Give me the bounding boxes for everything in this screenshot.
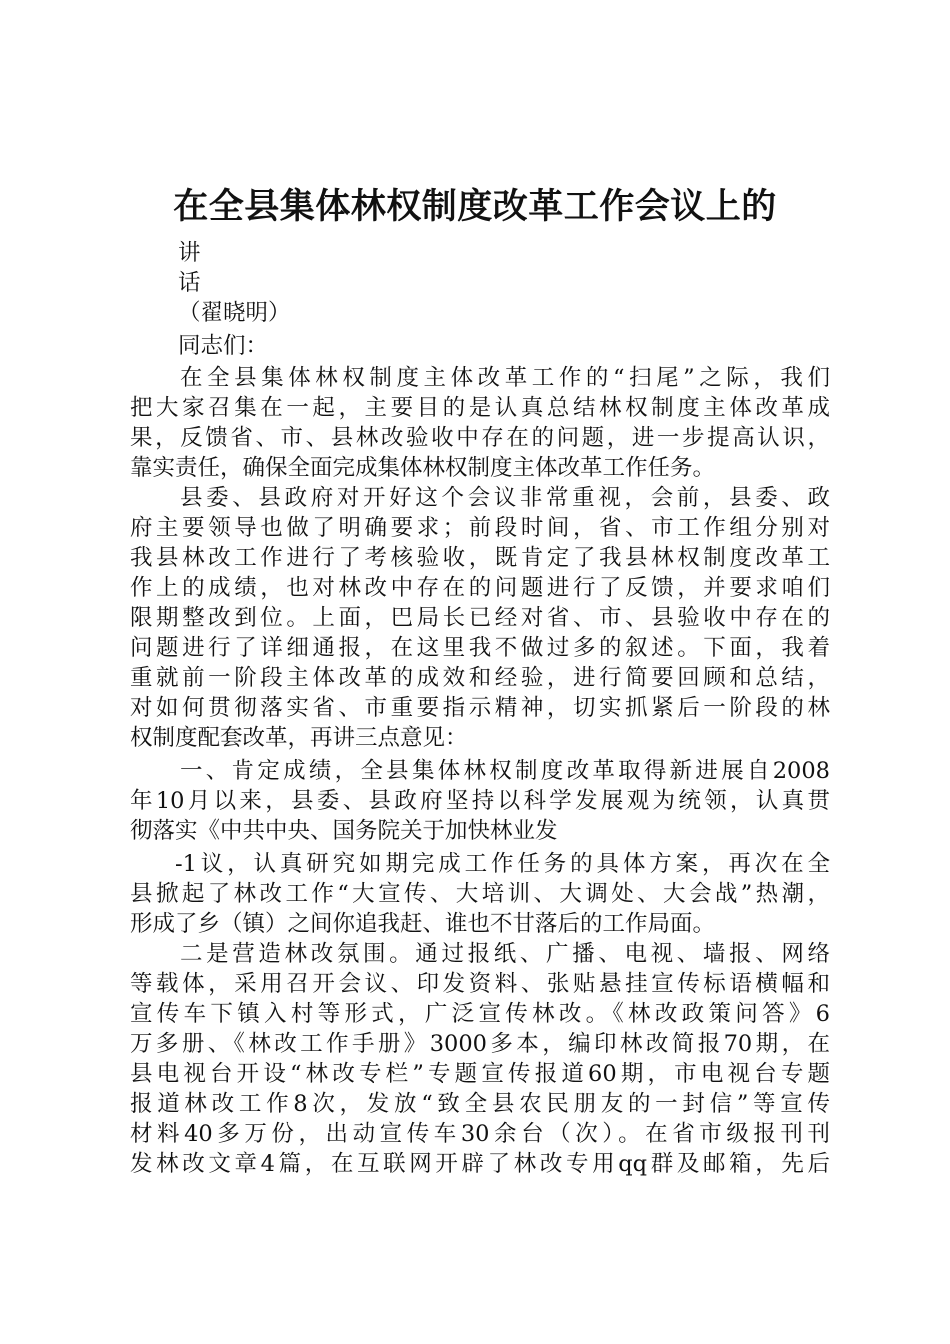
paragraph-line: 宣传车下镇入村等形式，广泛宣传林改。《林改政策问答》6 <box>130 1001 830 1027</box>
heading-line: 话 <box>178 270 201 296</box>
paragraph-line: 发林改文章4篇，在互联网开辟了林改专用qq群及邮箱，先后 <box>130 1151 830 1177</box>
paragraph-line: 重就前一阶段主体改革的成效和经验，进行简要回顾和总结， <box>130 665 830 691</box>
paragraph-line: 我县林改工作进行了考核验收，既肯定了我县林权制度改革工 <box>130 545 830 571</box>
paragraph-line: 彻落实《中共中央、国务院关于加快林业发 <box>130 818 558 844</box>
paragraph-line: 等载体，采用召开会议、印发资料、张贴悬挂宣传标语横幅和 <box>130 971 830 997</box>
paragraph-line: 万多册、《林改工作手册》3000多本，编印林改简报70期，在 <box>130 1031 830 1057</box>
paragraph-line: 二是营造林改氛围。通过报纸、广播、电视、墙报、网络 <box>180 941 830 967</box>
paragraph-line: 材料40多万份，出动宣传车30余台（次）。在省市级报刊刊 <box>130 1121 830 1147</box>
paragraph-line: 靠实责任，确保全面完成集体林权制度主体改革工作任务。 <box>130 455 716 481</box>
document-title: 在全县集体林权制度改革工作会议上的 <box>173 187 777 227</box>
paragraph-line: 县掀起了林改工作“大宣传、大培训、大调处、大会战”热潮， <box>130 881 830 907</box>
paragraph-line: 对如何贯彻落实省、市重要指示精神，切实抓紧后一阶段的林 <box>130 695 830 721</box>
paragraph-line: 把大家召集在一起，主要目的是认真总结林权制度主体改革成 <box>130 395 830 421</box>
paragraph-line: 一、肯定成绩，全县集体林权制度改革取得新进展自2008 <box>180 758 830 784</box>
paragraph-line: 形成了乡（镇）之间你追我赶、谁也不甘落后的工作局面。 <box>130 911 716 937</box>
paragraph-line: 在全县集体林权制度主体改革工作的“扫尾”之际，我们 <box>180 365 830 391</box>
paragraph-line: 权制度配套改革，再讲三点意见： <box>130 725 468 751</box>
author-line: （翟晓明） <box>178 300 291 326</box>
paragraph-line: 限期整改到位。上面，巴局长已经对省、市、县验收中存在的 <box>130 605 830 631</box>
paragraph-line: -1议，认真研究如期完成工作任务的具体方案，再次在全 <box>175 851 830 877</box>
paragraph-line: 年10月以来，县委、县政府坚持以科学发展观为统领，认真贯 <box>130 788 830 814</box>
paragraph-line: 县电视台开设“林改专栏”专题宣传报道60期，市电视台专题 <box>130 1061 830 1087</box>
paragraph-line: 县委、县政府对开好这个会议非常重视，会前，县委、政 <box>180 485 830 511</box>
paragraph-line: 问题进行了详细通报，在这里我不做过多的叙述。下面，我着 <box>130 635 830 661</box>
paragraph-line: 报道林改工作8次，发放“致全县农民朋友的一封信”等宣传 <box>130 1091 830 1117</box>
heading-line: 讲 <box>178 240 201 266</box>
paragraph-line: 府主要领导也做了明确要求；前段时间，省、市工作组分别对 <box>130 515 830 541</box>
salutation-line: 同志们： <box>178 333 269 359</box>
paragraph-line: 作上的成绩，也对林改中存在的问题进行了反馈，并要求咱们 <box>130 575 830 601</box>
paragraph-line: 果，反馈省、市、县林改验收中存在的问题，进一步提高认识， <box>130 425 830 451</box>
